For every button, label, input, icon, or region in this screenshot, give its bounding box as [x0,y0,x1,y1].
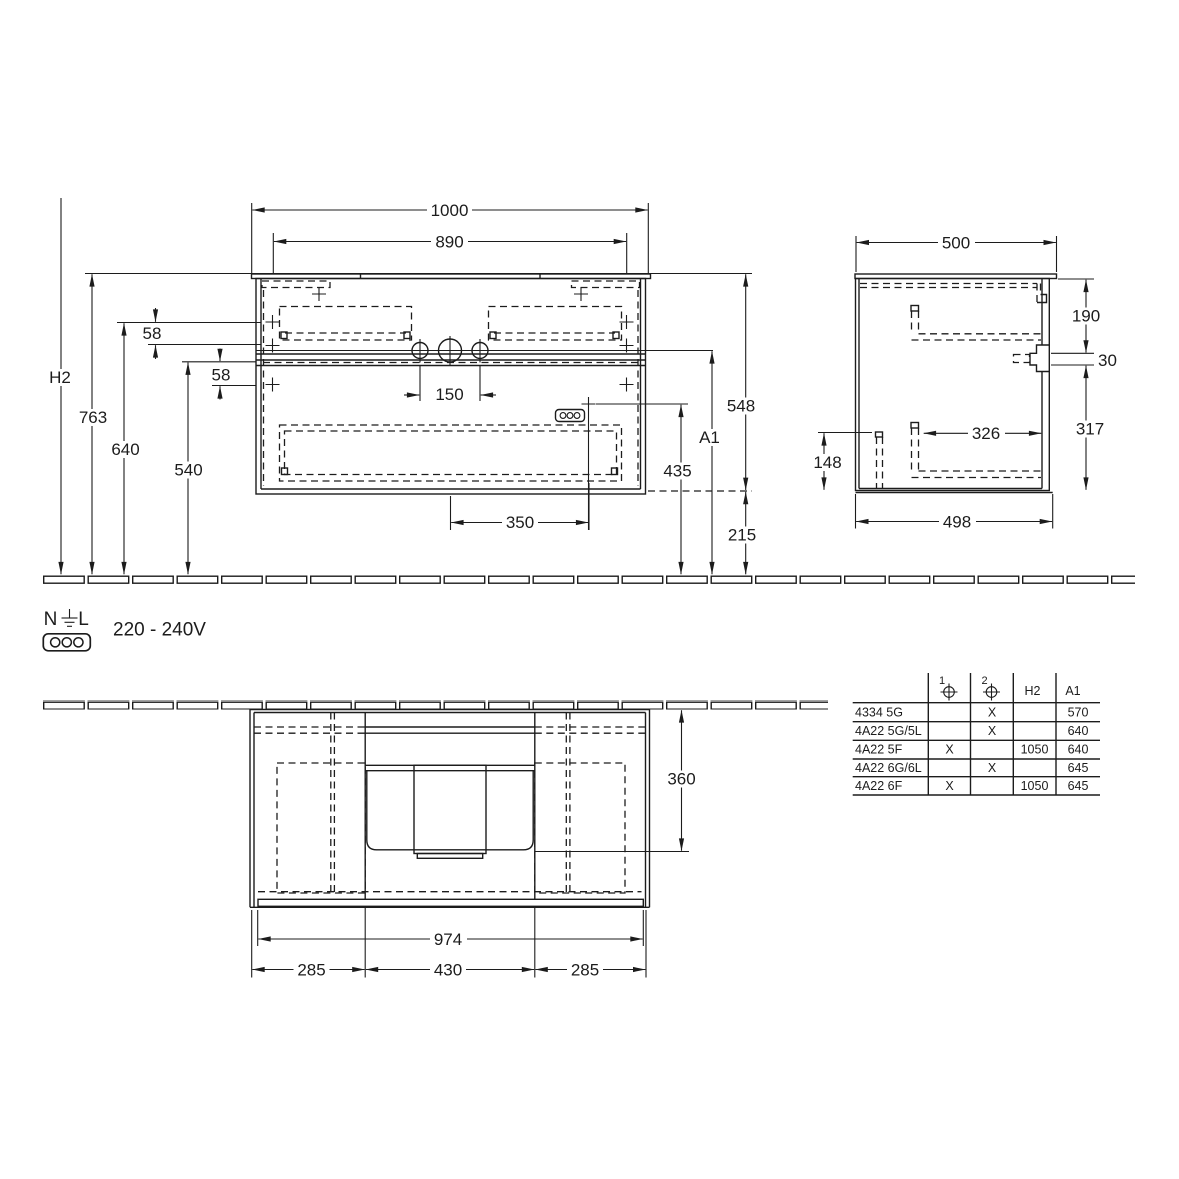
drawer-rail-upper-side [911,306,1041,341]
upper-drawer-dashed-left [280,307,412,341]
cabinet-body-side [856,279,1050,491]
dim-58-upper: 58 [142,324,162,343]
corner-bracket-dashed-left [262,281,330,288]
plan-drawer-dashed-right [535,763,625,893]
dim-h2: H2 [49,368,71,387]
row3-c2: X [987,760,997,775]
dim-30: 30 [1098,351,1117,370]
upper-drawer-dashed-right [489,307,622,341]
dim-500: 500 [941,233,971,253]
header-h2: H2 [1024,684,1041,698]
dim-317: 317 [1075,419,1105,439]
label-line: L [78,609,89,630]
dim-285-left: 285 [297,960,326,980]
row0-a1: 570 [1067,705,1089,720]
header-a1: A1 [1065,684,1081,698]
label-neutral: N [43,609,58,630]
plan-front-edge [258,899,643,906]
voltage-label: 220 - 240V [113,619,206,641]
dim-190: 190 [1071,306,1101,326]
electrical-connection [43,609,206,651]
dim-150: 150 [435,385,464,404]
basin-outline-plan [365,765,535,850]
dim-974: 974 [433,930,463,949]
table-row [855,724,1088,738]
table-row [855,761,1088,775]
table-row [855,743,1088,757]
dim-a1: A1 [699,428,720,447]
dim-763: 763 [78,408,108,427]
plan-drawer-dashed-left [277,763,365,893]
cable-slot-side [1014,345,1050,372]
corner-bracket-dashed-right [572,281,640,288]
dim-548: 548 [726,396,756,416]
row4-c1: X [945,778,954,793]
row4-a1: 645 [1067,778,1089,793]
dim-430: 430 [433,960,463,980]
socket-symbol-front [556,410,585,422]
ground-icon [62,609,78,626]
side-view [855,274,1057,493]
dim-640: 640 [111,440,140,459]
header-col2-number: 2 [981,675,988,687]
row4-h2: 1050 [1020,778,1049,793]
row0-model: 4334 5G [855,705,903,720]
front-view [252,274,714,530]
plan-view-dimensions [252,710,699,979]
table-row [855,779,1088,793]
table-row [855,705,1088,719]
front-panel-dashed-side [876,432,883,488]
wall-hatch-upper [43,576,1135,585]
dim-360: 360 [667,769,696,789]
dim-326: 326 [971,424,1001,443]
dim-350: 350 [505,513,535,532]
spec-table [853,673,1100,795]
row1-model: 4A22 5G/5L [855,724,922,738]
header-col1-number: 1 [938,675,946,687]
dim-148: 148 [813,453,842,472]
row2-a1: 640 [1067,742,1089,757]
dim-890: 890 [435,232,464,252]
row0-c2: X [987,705,997,720]
row2-h2: 1050 [1020,742,1049,757]
plan-view [250,710,650,908]
lower-drawer-dashed [280,425,622,481]
front-view-dimensions [47,198,760,574]
wall-hatch-lower [43,701,828,710]
row3-model: 4A22 6G/6L [855,760,922,775]
table-header [939,675,1081,701]
row4-model: 4A22 6F [855,778,903,793]
row2-model: 4A22 5F [855,742,903,757]
dim-285-right: 285 [570,960,600,980]
drain-box-plan [414,765,486,858]
row3-a1: 645 [1067,760,1089,775]
dim-58-lower: 58 [211,365,231,385]
dim-215: 215 [727,525,757,545]
row1-a1: 640 [1067,724,1089,738]
row2-c1: X [945,742,954,757]
row1-c2: X [987,724,997,738]
dim-435: 435 [663,461,692,481]
dim-498: 498 [942,512,972,532]
dim-1000: 1000 [430,201,469,220]
dim-540: 540 [174,460,203,480]
socket-icon [43,634,90,651]
